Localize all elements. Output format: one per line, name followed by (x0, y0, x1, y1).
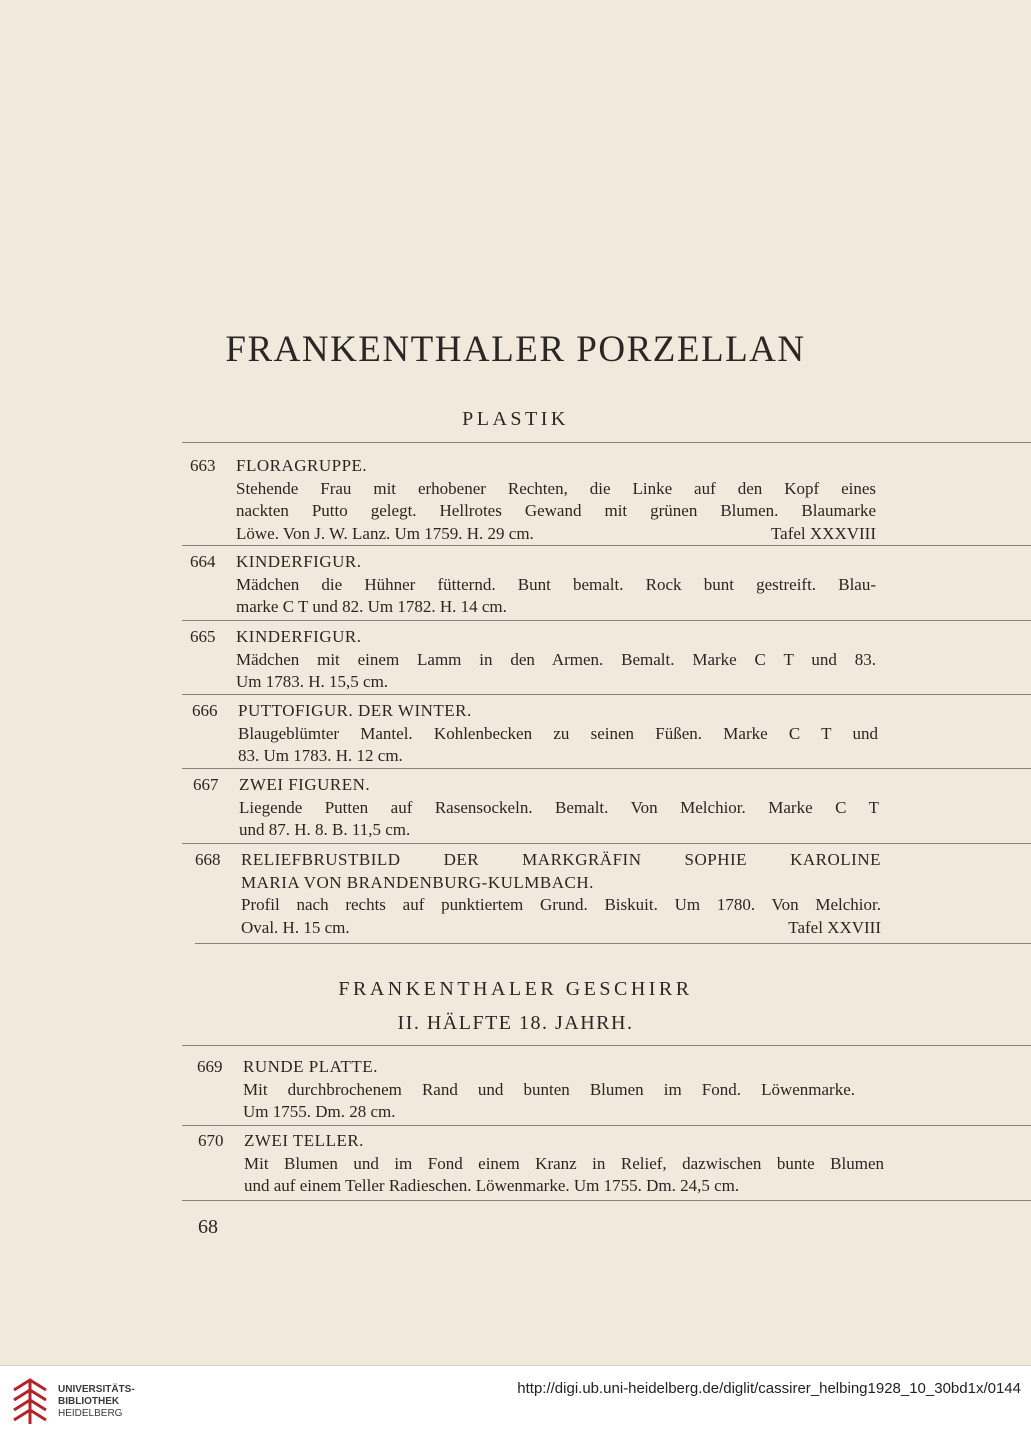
plate-reference: Tafel XXVIII (788, 917, 881, 937)
entry-number: 665 (190, 627, 216, 646)
section-subheading: II. HÄLFTE 18. JAHRH. (397, 1012, 634, 1034)
entry-number: 667 (193, 775, 219, 794)
entry-line: 83. Um 1783. H. 12 cm. (238, 746, 403, 765)
library-name: UNIVERSITÄTS- BIBLIOTHEK HEIDELBERG (58, 1384, 135, 1419)
divider (182, 694, 1031, 695)
divider (182, 442, 1031, 443)
divider (182, 1200, 1031, 1201)
library-logo-icon (10, 1376, 52, 1428)
entry-line: Stehende Frau mit erhobener Rechten, die Linke auf den Kopf eines (236, 478, 876, 498)
divider (182, 1045, 1031, 1046)
divider (182, 620, 1031, 621)
entry-number: 668 (195, 850, 221, 869)
entry-heading-continued: MARIA VON BRANDENBURG-KULMBACH. (241, 872, 594, 892)
entry-line: Mädchen mit einem Lamm in den Armen. Bemalt. Marke C T und 83. (236, 649, 876, 669)
entry-number: 666 (192, 701, 218, 720)
entry-number: 664 (190, 552, 216, 571)
entry-line: Mit Blumen und im Fond einem Kranz in Relief, dazwischen bunte Blumen (244, 1153, 884, 1173)
entry-line: Mädchen die Hühner fütternd. Bunt bemalt. Rock bunt gestreift. Blau- (236, 574, 876, 594)
entry-line: Blaugeblümter Mantel. Kohlenbecken zu seinen Füßen. Marke C T und (238, 723, 878, 743)
entry-line: Löwe. Von J. W. Lanz. Um 1759. H. 29 cm. (236, 523, 534, 543)
viewer-footer (0, 1365, 1031, 1440)
divider (182, 545, 1031, 546)
section-heading-plastik: PLASTIK (462, 408, 569, 430)
entry-heading: PUTTOFIGUR. DER WINTER. (238, 701, 472, 720)
plate-reference: Tafel XXXVIII (770, 523, 876, 543)
entry-line: und auf einem Teller Radieschen. Löwenmarke. Um 1755. Dm. 24,5 cm. (244, 1176, 740, 1195)
entry-number: 670 (198, 1131, 224, 1150)
entry-line: und 87. H. 8. B. 11,5 cm. (239, 820, 411, 839)
entry-line: Um 1755. Dm. 28 cm. (243, 1102, 396, 1121)
entry-heading: ZWEI FIGUREN. (239, 775, 371, 794)
entry-line: Mit durchbrochenem Rand und bunten Blumen im Fond. Löwenmarke. (243, 1079, 855, 1099)
page-number: 68 (198, 1216, 218, 1238)
entry-heading: RUNDE PLATTE. (243, 1057, 378, 1076)
entry-line: Liegende Putten auf Rasensockeln. Bemalt. Von Melchior. Marke C T (239, 797, 879, 817)
entry-line: Um 1783. H. 15,5 cm. (236, 672, 389, 691)
divider (182, 1125, 1031, 1126)
entry-heading: KINDERFIGUR. (236, 552, 362, 571)
divider (195, 943, 1031, 944)
entry-number: 669 (197, 1057, 223, 1076)
divider (182, 843, 1031, 844)
entry-heading: KINDERFIGUR. (236, 627, 362, 646)
entry-line: Profil nach rechts auf punktiertem Grund. Biskuit. Um 1780. Von Melchior. (241, 895, 881, 914)
entry-line: Oval. H. 15 cm. (241, 917, 350, 937)
entry-heading: RELIEFBRUSTBILD DER MARKGRÄFIN SOPHIE KAROLINE (241, 850, 881, 869)
permalink-url[interactable]: http://digi.ub.uni-heidelberg.de/diglit/cassirer_helbing1928_10_30bd1x/0144 (517, 1380, 1021, 1397)
entry-line: nackten Putto gelegt. Hellrotes Gewand mit grünen Blumen. Blaumarke (236, 501, 876, 520)
page-title: FRANKENTHALER PORZELLAN (225, 329, 806, 370)
divider (182, 768, 1031, 769)
entry-line: marke C T und 82. Um 1782. H. 14 cm. (236, 597, 507, 616)
entry-heading: ZWEI TELLER. (244, 1131, 364, 1150)
section-heading-geschirr: FRANKENTHALER GESCHIRR (338, 978, 693, 1000)
entry-number: 663 (190, 456, 216, 475)
entry-heading: FLORAGRUPPE. (236, 456, 368, 475)
